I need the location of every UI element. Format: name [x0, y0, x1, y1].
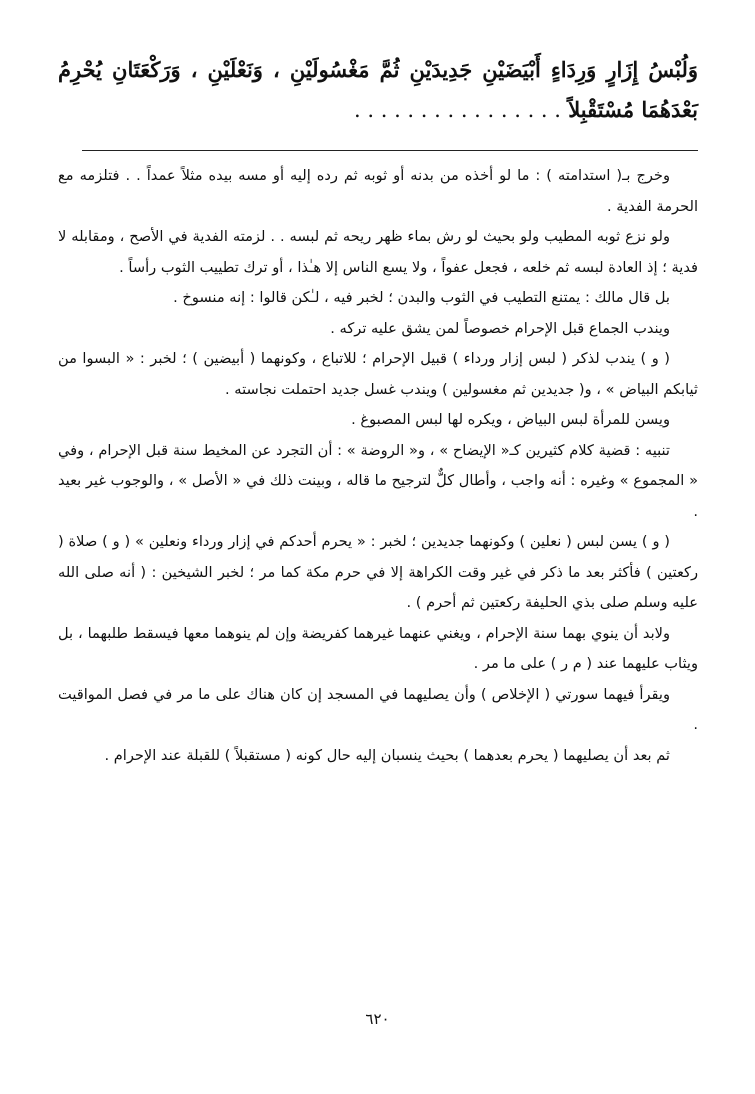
paragraph: بل قال مالك : يمتنع التطيب في الثوب والبدن ؛ لخبر فيه ، لـٰكن قالوا : إنه منسوخ .: [173, 289, 670, 306]
paragraph: ( و ) يندب لذكر ( لبس إزار ورداء ) قبيل الإحرام ؛ للاتباع ، وكونهما ( أبيضين ) ؛ لخبر : « البسوا من ثيابكم البياض » ، و( جديدين ثم مغسولين ) ويندب غسل جديد احتملت نجاسته .: [58, 350, 698, 398]
paragraph-tanbih: تنبيه : قضية كلام كثيرين كـ« الإيضاح » ، و« الروضة » : أن التجرد عن المخيط سنة قبل الإحرام ، وفي « المجموع » وغيره : أنه واجب ، وأطال كلٌّ لترجيح ما قاله ، وبينت ذلك في « الأصل » ، والوجوب غير بعيد .: [58, 441, 698, 520]
matn-divider: [82, 150, 698, 151]
page-number: ٦٢٠: [365, 1010, 390, 1028]
page-body: [58, 50, 698, 771]
paragraph: ولابد أن ينوي بهما سنة الإحرام ، ويغني عنهما غيرهما كفريضة وإن لم ينوهما معها فيسقط طلبهما ، بل ويثاب عليهما عند ( م ر ) على ما مر .: [58, 624, 698, 672]
commentary: [58, 161, 698, 771]
paragraph: ولو نزع ثوبه المطيب ولو بحيث لو رش بماء ظهر ريحه ثم لبسه . . لزمته الفدية في الأصح ، ومقابله لا فدية ؛ إذ العادة لبسه ثم خلعه ، فجعل عفواً ، ولا يسع الناس إلا هـٰذا ، أو ترك تطييب الثوب رأساً .: [58, 228, 698, 276]
paragraph: ( و ) يسن لبس ( نعلين ) وكونهما جديدين ؛ لخبر : « يحرم أحدكم في إزار ورداء ونعلين » ( و ) صلاة ( ركعتين ) فأكثر بعد ما ذكر في غير وقت الكراهة إلا في حرم مكة كما مر ؛ لخبر الشيخين : ( أنه صلى الله عليه وسلم صلى بذي الحليفة ركعتين ثم أحرم ) .: [58, 533, 698, 611]
paragraph: ثم بعد أن يصليهما ( يحرم بعدهما ) بحيث ينسبان إليه حال كونه ( مستقبلاً ) للقبلة عند الإحرام .: [104, 746, 670, 764]
paragraph: وخرج بـ( استدامته ) : ما لو أخذه من بدنه أو ثوبه ثم رده إليه أو مسه بيده مثلاً عمداً . . فتلزمه مع الحرمة الفدية .: [58, 167, 698, 215]
matn-text: [58, 50, 698, 130]
paragraph: ويسن للمرأة لبس البياض ، ويكره لها لبس المصبوغ .: [351, 411, 670, 428]
matn-verse: وَلُبْسُ إِزَارٍ وَرِدَاءٍ أَبْيَضَيْنِ جَدِيدَيْنِ ثُمَّ مَغْسُولَيْنِ ، وَنَعْلَيْنِ ، وَرَكْعَتَانِ يُحْرِمُ بَعْدَهُمَا مُسْتَقْبِلاً: [58, 57, 698, 122]
matn-dots: . . . . . . . . . . . . . . . .: [354, 98, 561, 122]
paragraph: ويقرأ فيهما سورتي ( الإخلاص ) وأن يصليهما في المسجد إن كان هناك على ما مر في فصل المواقيت .: [58, 685, 698, 733]
paragraph: ويندب الجماع قبل الإحرام خصوصاً لمن يشق عليه تركه .: [330, 319, 670, 337]
